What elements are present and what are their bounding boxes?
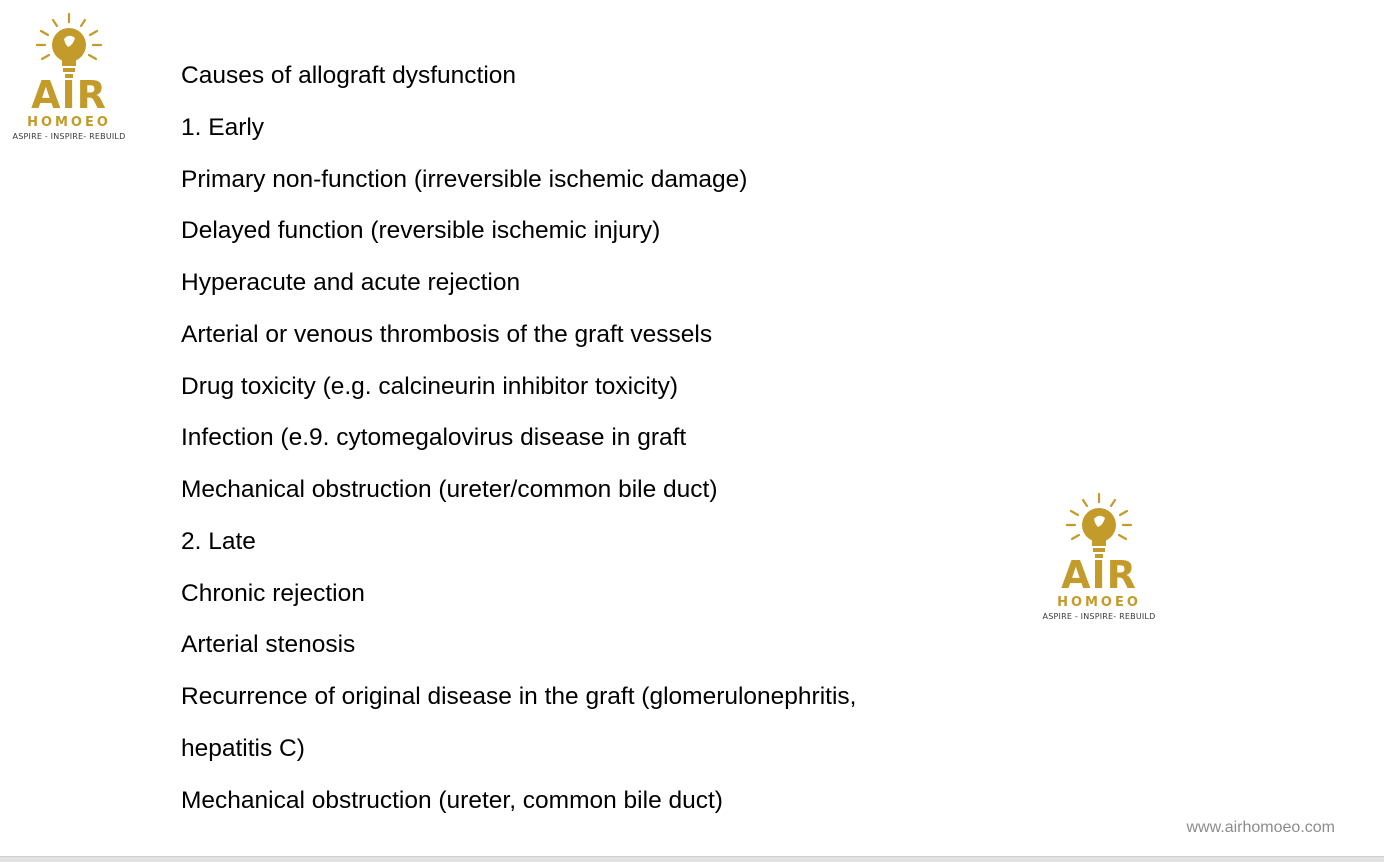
list-item: Primary non-function (irreversible ischemic damage) [181, 165, 748, 193]
brand-logo-watermark [1040, 492, 1158, 621]
logo-subtitle: HOMOEO [27, 115, 111, 130]
list-item: Hyperacute and acute rejection [181, 269, 521, 296]
brand-logo [8, 12, 130, 141]
slide-body [181, 52, 856, 828]
website-url: www.airhomoeo.com [1186, 819, 1335, 836]
logo-subtitle: HOMOEO [1057, 595, 1141, 610]
list-item: Mechanical obstruction (ureter/common bile duct) [181, 476, 718, 503]
list-item: Arterial or venous thrombosis of the graft vessels [181, 320, 713, 348]
lightbulb-sun-icon [31, 12, 107, 80]
list-item: Chronic rejection [181, 579, 365, 607]
logo-wordmark: AIR [1061, 553, 1137, 597]
list-item: Recurrence of original disease in the graft (glomerulonephritis, [181, 683, 857, 710]
logo-tagline: ASPIRE - INSPIRE- REBUILD [1042, 612, 1156, 621]
slide-heading: Causes of allograft dysfunction [181, 62, 517, 89]
list-item: hepatitis C) [181, 734, 305, 762]
list-item: Infection (e.9. cytomegalovirus disease in graft [181, 424, 687, 452]
list-item: Mechanical obstruction (ureter, common bile duct) [181, 786, 723, 814]
list-item: Delayed function (reversible ischemic injury) [181, 217, 661, 245]
section-label-early: 1. Early [181, 113, 265, 141]
section-label-late: 2. Late [181, 527, 256, 555]
lightbulb-sun-icon [1061, 492, 1137, 560]
logo-tagline: ASPIRE - INSPIRE- REBUILD [12, 132, 126, 141]
slide-bottom-border [0, 856, 1384, 862]
logo-wordmark: AIR [31, 73, 107, 117]
list-item: Arterial stenosis [181, 631, 356, 659]
list-item: Drug toxicity (e.g. calcineurin inhibitor toxicity) [181, 372, 678, 400]
